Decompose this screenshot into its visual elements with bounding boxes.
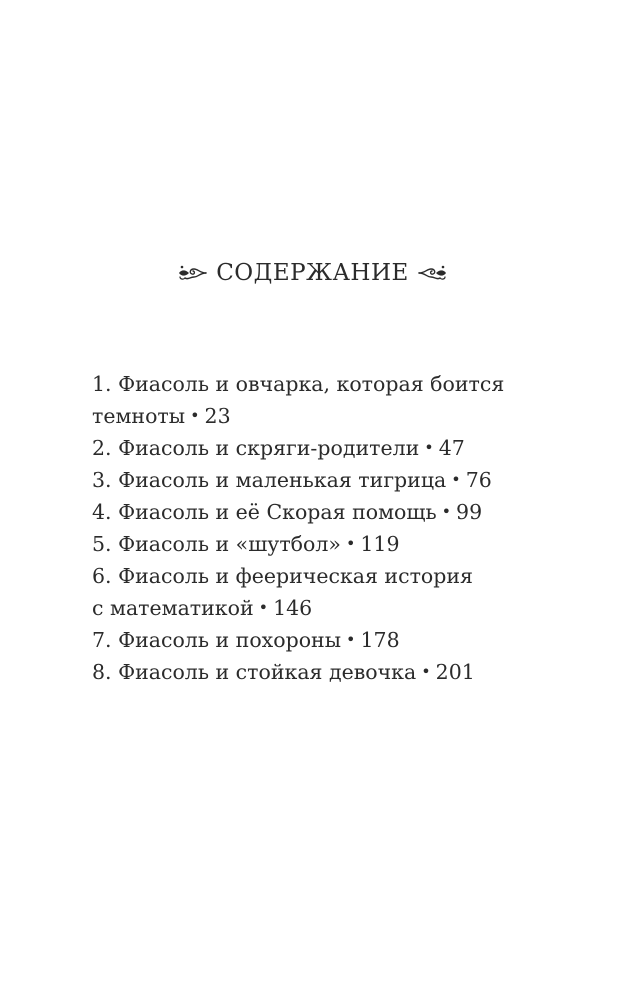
toc-page-number: 99: [456, 500, 483, 524]
separator-dot: •: [441, 502, 452, 521]
separator-dot: •: [421, 662, 431, 681]
toc-entry-title-line: 3. Фиасоль и маленькая тигрица: [92, 468, 447, 492]
toc-page-number: 47: [438, 436, 465, 460]
toc-page-number: 146: [273, 596, 313, 620]
toc-entry-4: [92, 496, 592, 528]
fleuron-left-icon: [176, 263, 208, 283]
toc-page-number: 201: [435, 660, 475, 684]
separator-dot: •: [424, 438, 434, 457]
toc-entry-title-line: 2. Фиасоль и скряги-родители: [92, 436, 420, 460]
toc-entry-3: [92, 464, 592, 496]
separator-dot: •: [345, 534, 356, 553]
toc-entry-title-line: 6. Фиасоль и феерическая история: [92, 564, 473, 588]
toc-entry-1: [92, 368, 592, 432]
contents-heading: [0, 258, 625, 288]
toc-entry-7: [92, 624, 592, 656]
page-title: СОДЕРЖАНИЕ: [216, 260, 409, 286]
toc-entry-6: [92, 560, 592, 624]
toc-page-number: 119: [360, 532, 400, 556]
separator-dot: •: [451, 470, 461, 489]
toc-entry-title-line: 4. Фиасоль и её Скорая помощь: [92, 500, 437, 524]
toc-entry-title-line: 8. Фиасоль и стойкая девочка: [92, 660, 417, 684]
toc-page-number: 76: [465, 468, 492, 492]
separator-dot: •: [346, 630, 356, 649]
toc-entry-title-line: темноты: [92, 404, 186, 428]
toc-entry-title-line: 5. Фиасоль и «шутбол»: [92, 532, 341, 556]
separator-dot: •: [258, 598, 269, 617]
toc-entry-title-line: 1. Фиасоль и овчарка, которая боится: [92, 372, 505, 396]
toc-entry-5: [92, 528, 592, 560]
toc-entry-title-line: 7. Фиасоль и похороны: [92, 628, 342, 652]
toc-entry-2: [92, 432, 592, 464]
toc-page-number: 23: [204, 404, 231, 428]
separator-dot: •: [190, 406, 200, 425]
table-of-contents: [92, 368, 592, 688]
toc-entry-title-line: с математикой: [92, 596, 254, 620]
fleuron-right-icon: [417, 263, 449, 283]
toc-entry-8: [92, 656, 592, 688]
toc-page-number: 178: [360, 628, 400, 652]
